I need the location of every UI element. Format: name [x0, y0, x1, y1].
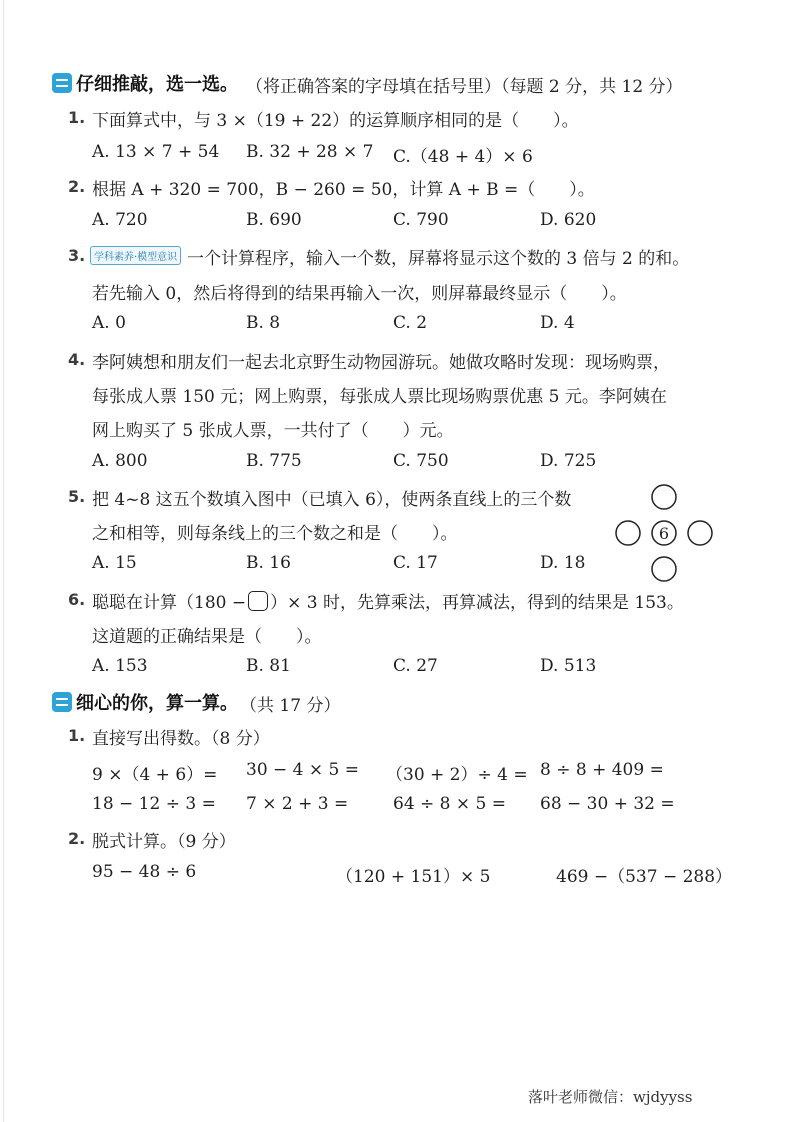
question-text: 把 4~8 这五个数填入图中（已填入 6），使两条直线上的三个数: [92, 490, 572, 510]
footer-contact: 落叶老师微信：wjdyyss: [528, 1088, 693, 1106]
calc-item: 18 − 12 ÷ 3 =: [92, 794, 216, 814]
calc-item: （120 + 151）× 5: [336, 867, 491, 887]
question-number: 6.: [68, 590, 86, 609]
section-note: （共 17 分）: [240, 696, 341, 716]
option-a: A. 800: [92, 451, 148, 471]
calc-item: 68 − 30 + 32 =: [540, 794, 675, 814]
calc-item: 469 −（537 − 288）: [556, 867, 733, 887]
option-d: D. 620: [540, 210, 597, 230]
option-a: A. 153: [92, 656, 148, 676]
calc-item: （30 + 2）÷ 4 =: [386, 765, 528, 785]
question-number: 2.: [68, 177, 86, 196]
option-c: C. 27: [393, 656, 438, 676]
calc-item: 8 ÷ 8 + 409 =: [540, 760, 664, 780]
option-a: A. 720: [92, 210, 148, 230]
question-number: 1.: [68, 726, 86, 745]
question-text: 直接写出得数。（8 分）: [92, 729, 270, 749]
option-b: B. 690: [246, 210, 302, 230]
blank-box: [248, 591, 268, 611]
center-number: 6: [658, 524, 670, 543]
option-c: C. 2: [393, 313, 428, 333]
option-b: B. 81: [246, 656, 291, 676]
circle-top: [652, 485, 676, 509]
question-text: 李阿姨想和朋友们一起去北京野生动物园游玩。她做攻略时发现：现场购票，: [92, 353, 670, 373]
cross-circle-diagram: [614, 483, 714, 583]
calc-item: 9 ×（4 + 6）=: [92, 765, 218, 785]
question-number: 1.: [68, 108, 86, 127]
calc-item: 30 − 4 × 5 =: [246, 760, 360, 780]
question-text-line2: 每张成人票 150 元；网上购票，每张成人票比现场购票优惠 5 元。李阿姨在: [92, 387, 667, 407]
question-text: 下面算式中，与 3 ×（19 + 22）的运算顺序相同的是（ ）。: [92, 111, 579, 131]
question-text-line2: 之和相等，则每条线上的三个数之和是（ ）。: [92, 524, 458, 544]
question-text: 一个计算程序，输入一个数，屏幕将显示这个数的 3 倍与 2 的和。: [187, 249, 690, 269]
question-number: 4.: [68, 350, 86, 369]
calc-item: 64 ÷ 8 × 5 =: [393, 794, 507, 814]
question-number: 3.: [68, 246, 86, 265]
competency-tag: 学科素养·模型意识: [90, 246, 181, 265]
circle-right: [688, 521, 712, 545]
option-a: A. 0: [92, 313, 126, 333]
section-title: 仔细推敲，选一选。: [76, 74, 238, 95]
option-d: D. 18: [540, 553, 586, 573]
option-b: B. 16: [246, 553, 291, 573]
option-b: B. 8: [246, 313, 281, 333]
page-edge-line: [3, 0, 4, 1122]
circle-bottom: [652, 557, 676, 581]
question-text-part1: 聪聪在计算（180 −: [92, 593, 247, 613]
option-d: D. 513: [540, 656, 597, 676]
option-c: C. 790: [393, 210, 449, 230]
section-icon: [52, 73, 72, 93]
option-b: B. 32 + 28 × 7: [246, 142, 374, 162]
question-number: 2.: [68, 829, 86, 848]
calc-item: 7 × 2 + 3 =: [246, 794, 349, 814]
option-c: C.（48 + 4）× 6: [393, 147, 533, 167]
option-b: B. 775: [246, 451, 302, 471]
section-note: （将正确答案的字母填在括号里）（每题 2 分，共 12 分）: [246, 77, 683, 97]
option-d: D. 4: [540, 313, 575, 333]
question-text-part2: ）× 3 时，先算乘法，再算减法，得到的结果是 153。: [270, 593, 684, 613]
question-text: 脱式计算。（9 分）: [92, 832, 236, 852]
question-text-line3: 网上购买了 5 张成人票，一共付了（ ）元。: [92, 421, 454, 441]
question-text-line2: 若先输入 0，然后将得到的结果再输入一次，则屏幕最终显示（ ）。: [92, 284, 627, 304]
question-text: 根据 A + 320 = 700，B − 260 = 50，计算 A + B =（ ）。: [92, 180, 595, 200]
question-text-line2: 这道题的正确结果是（ ）。: [92, 627, 322, 647]
question-number: 5.: [68, 487, 86, 506]
calc-item: 95 − 48 ÷ 6: [92, 862, 197, 882]
question-text: [92, 588, 684, 613]
section-title: 细心的你，算一算。: [76, 693, 238, 714]
option-a: A. 13 × 7 + 54: [92, 142, 220, 162]
option-d: D. 725: [540, 451, 597, 471]
section-icon: [52, 692, 72, 712]
circle-left: [616, 521, 640, 545]
option-c: C. 750: [393, 451, 449, 471]
option-c: C. 17: [393, 553, 438, 573]
option-a: A. 15: [92, 553, 137, 573]
